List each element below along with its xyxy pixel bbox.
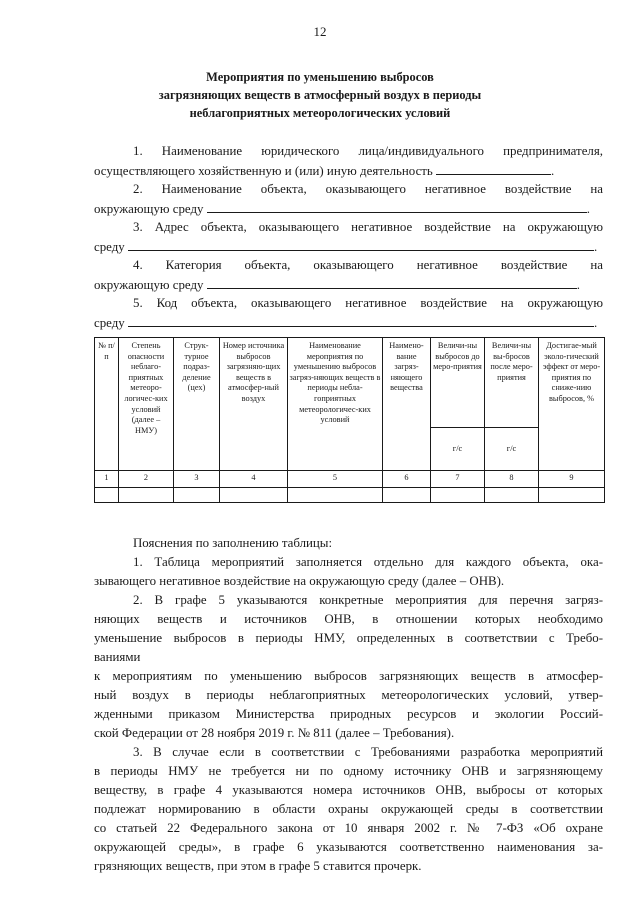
note-3-line: подлежат нормированию в области охраны окружающей среды в соответствии [94,802,603,816]
title-line-1: Мероприятия по уменьшению выбросов [206,70,434,84]
empty-cell[interactable] [95,488,119,503]
col-number-9: 9 [539,471,605,488]
note-3-line: веществу, в графе 4 указываются номера источников ОНВ, выбросы от которых [94,783,603,797]
field-2-label: 2. Наименование объекта, оказывающего негативное воздействие на [133,182,603,196]
field-3-blank[interactable] [128,238,594,251]
col-header-9: Достигае-мый эколо-гический эффект от меро-приятия по сниже-нию выбросов, % [539,338,605,471]
page-number: 12 [313,24,327,39]
document-title [90,68,550,122]
empty-row [95,488,605,503]
field-1-text: осуществляющего хозяйственную и (или) иную деятельность [94,164,433,178]
note-2-line: ской Федерации от 28 ноября 2019 г. № 811 (далее – Требования). [94,726,455,740]
notes-heading: Пояснения по заполнению таблицы: [133,536,333,550]
note-2-line: жденными приказом Министерства природных ресурсов и экологии Россий- [94,707,603,721]
field-1-blank[interactable] [436,162,551,175]
col-header-5: Наименование мероприятия по уменьшению выбросов загряз-няющих веществ в периоды небла-гоприятных метеорологичес-ких условий [288,338,383,471]
field-2-blank[interactable] [207,200,587,213]
measures-table [94,337,605,503]
field-3-label-cont: среду . [94,240,598,254]
field-3-text: среду [94,240,125,254]
field-5-blank[interactable] [128,314,594,327]
col-number-3: 3 [174,471,220,488]
col-header-3: Струк-турное подраз-деление (цех) [174,338,220,471]
note-2-line: ваниями [94,650,141,664]
field-4-label: 4. Категория объекта, оказывающего негативное воздействие на [133,258,603,272]
empty-cell[interactable] [431,488,485,503]
field-4-blank[interactable] [207,276,577,289]
field-5-text: среду [94,316,125,330]
empty-cell[interactable] [174,488,220,503]
col-number-5: 5 [288,471,383,488]
column-numbers-row [95,471,605,488]
field-2-text: окружающую среду [94,202,204,216]
field-1-label: 1. Наименование юридического лица/индивидуального предпринимателя, [133,144,603,158]
field-1-label-cont: осуществляющего хозяйственную и (или) иную деятельность . [94,164,555,178]
col-header-4: Номер источника выбросов загрязняю-щих веществ в атмосфер-ный воздух [220,338,288,471]
col-number-4: 4 [220,471,288,488]
field-2-label-cont: окружающую среду . [94,202,590,216]
col-number-7: 7 [431,471,485,488]
note-3-line: грязняющих веществ, при этом в графе 5 ставится прочерк. [94,859,422,873]
empty-cell[interactable] [220,488,288,503]
note-1-line: зывающего негативное воздействие на окружающую среду (далее – ОНВ). [94,574,505,588]
note-2-line: ный воздух в периоды неблагоприятных метеорологических условий, утвер- [94,688,603,702]
col-number-6: 6 [383,471,431,488]
title-line-2: загрязняющих веществ в атмосферный воздух в периоды [158,88,482,102]
col-header-2: Степень опасности неблаго-приятных метеоро-логичес-ких условий (далее – НМУ) [119,338,174,471]
col-number-2: 2 [119,471,174,488]
note-2-line: 2. В графе 5 указываются конкретные мероприятия для перечня загряз- [133,593,603,607]
field-3-label: 3. Адрес объекта, оказывающего негативное воздействие на окружающую [133,220,603,234]
note-3-line: 3. В случае если в соответствии с Требованиями разработка мероприятий [133,745,603,759]
col-number-8: 8 [485,471,539,488]
field-5-label-cont: среду . [94,316,598,330]
note-2-line: няющих веществ и источников ОНВ, в отношении которых необходимо [94,612,603,626]
field-4-label-cont: окружающую среду . [94,278,580,292]
note-2-line: к мероприятиям по уменьшению выбросов загрязняющих веществ в атмосфер- [94,669,603,683]
empty-cell[interactable] [288,488,383,503]
note-3-line: окружающей среды», в графе 6 указываются соответственно наименования за- [94,840,603,854]
empty-cell[interactable] [383,488,431,503]
col-header-1: № п/п [95,338,119,471]
col-header-7: Величи-ны выбросов до меро-приятия [431,338,485,428]
note-3-line: в периоды НМУ не требуется ни по одному источнику ОНВ и загрязняющему [94,764,603,778]
col-number-1: 1 [95,471,119,488]
note-2-line: уменьшение выбросов в периоды НМУ, определенных в соответствии с Требо- [94,631,603,645]
unit-col-8: г/с [485,428,539,471]
field-4-text: окружающую среду [94,278,204,292]
field-5-label: 5. Код объекта, оказывающего негативное воздействие на окружающую [133,296,603,310]
col-header-6: Наимено-вание загряз-няющего вещества [383,338,431,471]
title-line-3: неблагоприятных метеорологических условий [189,106,451,120]
col-header-8: Величи-ны вы-бросов после меро-приятия [485,338,539,428]
empty-cell[interactable] [539,488,605,503]
empty-cell[interactable] [485,488,539,503]
unit-col-7: г/с [431,428,485,471]
note-1-line: 1. Таблица мероприятий заполняется отдельно для каждого объекта, ока- [133,555,603,569]
note-3-line: со статьей 22 Федерального закона от 10 января 2002 г. № 7-ФЗ «Об охране [94,821,603,835]
empty-cell[interactable] [119,488,174,503]
